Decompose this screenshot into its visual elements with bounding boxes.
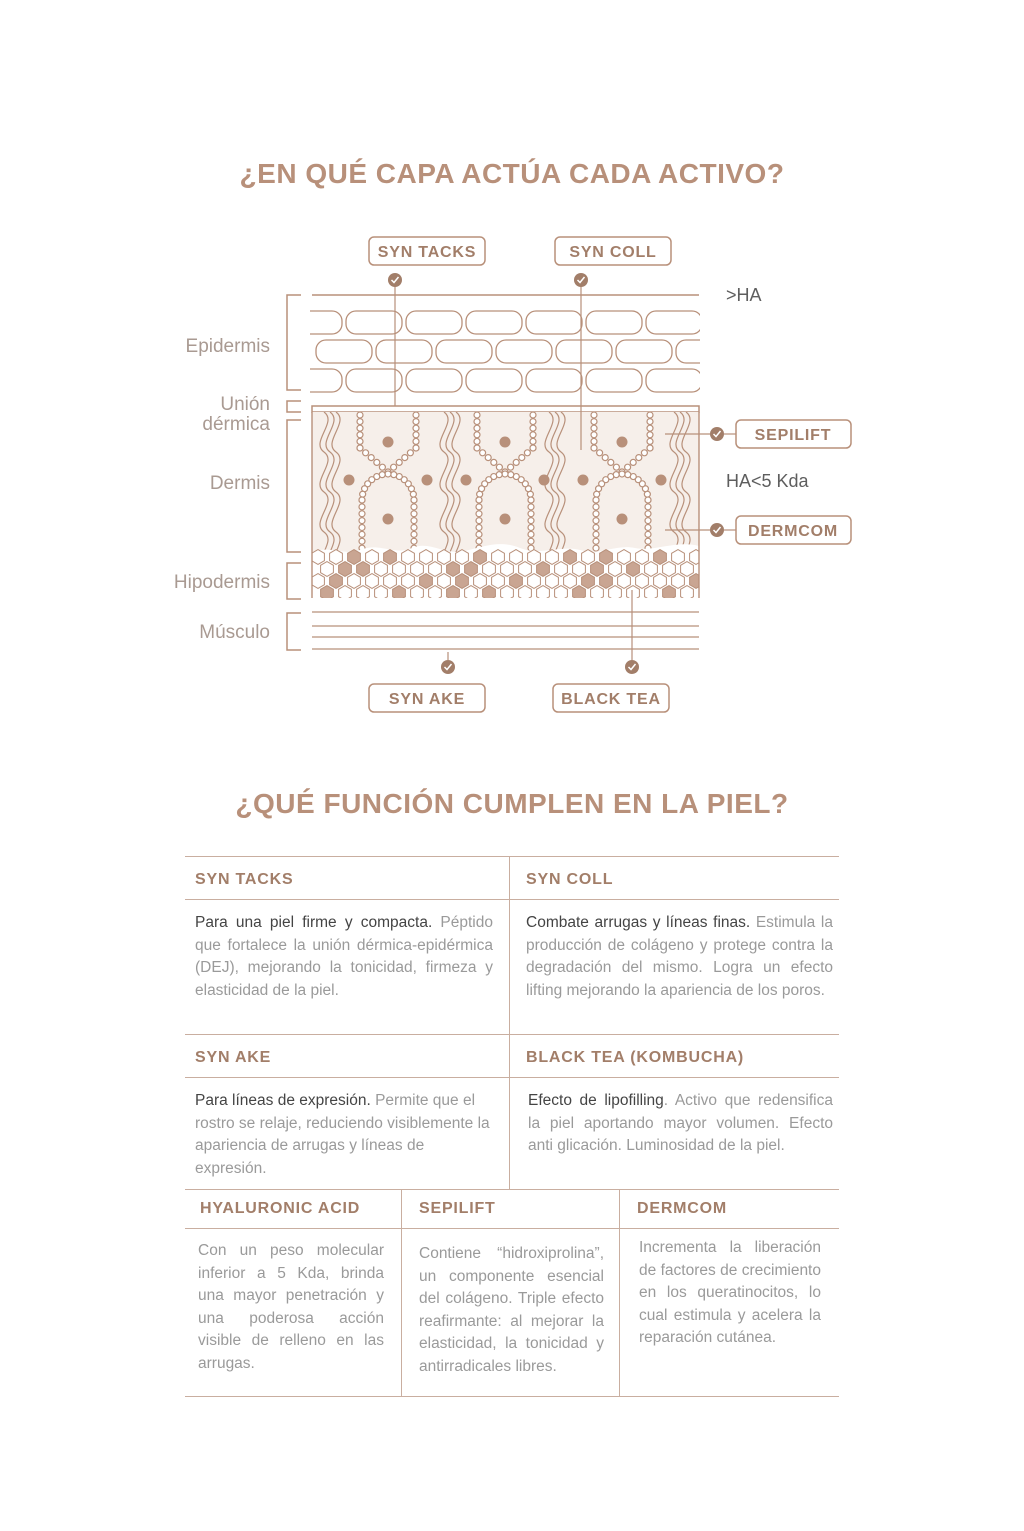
collagen-bead [402,455,408,461]
epidermis-cell [286,311,342,334]
fat-cell [393,562,406,577]
fat-cell [564,574,577,589]
collagen-bead [357,445,363,451]
collagen-bead [528,531,534,537]
cell-text: Permite que el rostro se relaje, reduciendo visiblemente la apariencia de arrugas y líneas de expresión. [195,1092,490,1177]
collagen-bead [476,511,482,517]
fat-cell [375,562,388,577]
collagen-bead [602,455,608,461]
label-musculo: Músculo [199,622,270,643]
epidermis-cell [766,311,822,334]
collagen-bead [528,518,534,524]
collagen-bead [645,538,651,544]
fat-cell [339,562,352,577]
collagen-bead [591,412,597,418]
collagen-bead [647,438,653,444]
epidermis-cell [1006,369,1024,392]
fat-cell [654,574,667,589]
fat-cell [402,550,415,565]
epidermis-cell [1006,311,1024,334]
header-sepilift: SEPILIFT [419,1200,496,1217]
cell-black-tea [528,1090,833,1158]
collagen-bead [374,459,380,465]
collagen-bead [593,518,599,524]
collagen-bead [477,491,483,497]
fat-cell [366,574,379,589]
fat-cell [447,586,460,601]
collagen-bead [360,491,366,497]
skin-layers-diagram [0,220,1024,730]
cell-text: Péptido que fortalece la unión dérmica-epidérmica (DEJ), mejorando la tonicidad, firmeza y elasticidad de la piel. [195,914,493,999]
collagen-bead [359,511,365,517]
collagen-bead [357,412,363,418]
fat-cell [357,562,370,577]
fat-cell [447,562,460,577]
fibroblast-dot [500,437,511,448]
fat-cell [348,550,361,565]
fat-cell [312,574,325,589]
fat-cell [591,586,604,601]
epidermis-cells [286,311,1024,392]
fibroblast-dot [617,437,628,448]
fat-cell [528,550,541,565]
muscle-lines [312,612,699,649]
collagen-bead [476,504,482,510]
epidermis-cell [616,340,672,363]
fat-cell [393,586,406,601]
collagen-bead [645,531,651,537]
cell-lead: Efecto de lipofilling [528,1092,664,1109]
collagen-bead [641,450,647,456]
epidermis-cell [826,369,882,392]
fat-cell [429,586,442,601]
collagen-bead [591,432,597,438]
collagen-bead [496,464,502,470]
fat-cell [618,574,631,589]
collagen-bead [508,472,514,478]
check-icon [625,660,639,674]
collagen-bead [474,438,480,444]
epidermis-cell [766,369,822,392]
collagen-bead [411,504,417,510]
collagen-bead [480,450,486,456]
fat-cell [636,550,649,565]
fat-cell [555,562,568,577]
collagen-bead [593,531,599,537]
header-dermcom: DERMCOM [637,1200,728,1217]
fat-cell [474,550,487,565]
check-icon [574,273,588,287]
collagen-bead [591,445,597,451]
fat-cell [501,586,514,601]
fat-cell [501,562,514,577]
fat-cell [519,562,532,577]
fat-cell [438,574,451,589]
collagen-bead [363,450,369,456]
cell-text: . Activo que redensifica la piel aportando mayor volumen. Efecto anti glicación. Luminosidad de la piel. [528,1092,834,1154]
collagen-bead [593,511,599,517]
collagen-bead [647,419,653,425]
pill-sepilift: SEPILIFT [754,427,832,444]
fat-cell [411,562,424,577]
pill-syn-coll: SYN COLL [569,244,657,261]
fat-cell [582,550,595,565]
fat-cell [330,574,343,589]
collagen-bead [528,538,534,544]
cell-lead: Combate arrugas y líneas finas. [526,914,751,931]
epidermis-cell [736,340,792,363]
collagen-bead [359,518,365,524]
cell-sepilift: Contiene “hidroxiprolina”, un componente esencial del colágeno. Triple efecto reafirmante: al mejorar la elasticidad, la tonicidad y antirradicales libres. [419,1245,604,1375]
epidermis-cell [466,369,522,392]
epidermis-cell [286,369,342,392]
collagen-bead [645,511,651,517]
cell-lead: Para una piel firme y compacta. [195,914,433,931]
header-syn-tacks: SYN TACKS [195,871,294,888]
epidermis-cell [946,311,1002,334]
fat-cell [663,586,676,601]
collagen-bead [411,531,417,537]
collagen-bead [357,438,363,444]
fat-cell [321,562,334,577]
fat-cell [519,586,532,601]
fat-cell [546,574,559,589]
collagen-bead [608,459,614,465]
collagen-bead [647,425,653,431]
collagen-bead [359,504,365,510]
collagen-bead [593,525,599,531]
check-icon [388,273,402,287]
collagen-bead [530,419,536,425]
fat-cell [600,550,613,565]
fat-cell [528,574,541,589]
collagen-bead [411,538,417,544]
fat-cell [564,550,577,565]
epidermis-cell [586,369,642,392]
collagen-bead [491,459,497,465]
fat-cell [375,586,388,601]
collagen-bead [645,504,651,510]
fat-cell [456,574,469,589]
collagen-bead [591,419,597,425]
fat-cell [348,574,361,589]
epidermis-cell [976,340,1024,363]
epidermis-cell [856,340,912,363]
fat-cell [510,574,523,589]
fibroblast-dot [500,514,511,525]
collagen-bead [625,464,631,470]
label-epidermis: Epidermis [185,336,270,357]
label-union-1: Unión [220,394,270,415]
collagen-bead [411,511,417,517]
fat-cell [465,586,478,601]
epidermis-cell [466,311,522,334]
fat-cell [609,562,622,577]
collagen-bead [474,419,480,425]
check-icon [710,523,724,537]
fat-cell [627,562,640,577]
fat-cell [492,550,505,565]
collagen-bead [530,438,536,444]
collagen-bead [528,525,534,531]
fat-cell [474,574,487,589]
fat-cell [492,574,505,589]
collagen-bead [411,525,417,531]
collagen-bead [528,504,534,510]
pill-syn-tacks: SYN TACKS [377,244,477,261]
collagen-bead [476,538,482,544]
collagen-bead [593,538,599,544]
fat-cell [681,562,694,577]
collagen-bead [476,497,482,503]
fat-cell [312,550,325,565]
pill-syn-ake: SYN AKE [388,691,466,708]
fibroblast-dot [617,514,628,525]
collagen-bead [359,538,365,544]
fibroblast-dot [461,475,472,486]
collagen-bead [530,445,536,451]
epidermis-cell [946,369,1002,392]
fat-cell [618,550,631,565]
collagen-bead [502,471,508,477]
collagen-bead [645,518,651,524]
collagen-bead [411,518,417,524]
check-icon [710,427,724,441]
cell-syn-coll [526,912,833,1002]
epidermis-cell [526,369,582,392]
fat-cell [510,550,523,565]
fat-cell [582,574,595,589]
fibroblast-dot [383,514,394,525]
fat-cell [483,562,496,577]
collagen-bead [591,425,597,431]
epidermis-cell [706,369,762,392]
collagen-bead [379,464,385,470]
fat-cell [591,562,604,577]
epidermis-cell [526,311,582,334]
collagen-bead [530,432,536,438]
fat-cell [465,562,478,577]
fat-cell [339,586,352,601]
collagen-bead [647,445,653,451]
collagen-bead [593,504,599,510]
collagen-bead [407,450,413,456]
fat-cell [438,550,451,565]
header-hyaluronic: HYALURONIC ACID [200,1200,361,1217]
fat-cell [627,586,640,601]
collagen-bead [591,438,597,444]
collagen-bead [508,464,514,470]
fat-cell [429,562,442,577]
collagen-bead [359,531,365,537]
collagen-bead [528,497,534,503]
epidermis-cell [886,369,942,392]
collagen-bead [636,455,642,461]
fat-cell [645,562,658,577]
epidermis-cell [706,311,762,334]
fat-cell [483,586,496,601]
epidermis-cell [676,340,732,363]
collagen-bead [645,525,651,531]
cell-lead: Para líneas de expresión. [195,1092,371,1109]
section-title-functions: ¿QUÉ FUNCIÓN CUMPLEN EN LA PIEL? [235,788,789,819]
collagen-bead [357,419,363,425]
epidermis-cell [916,340,972,363]
collagen-bead [385,471,391,477]
fibroblast-dot [656,475,667,486]
fat-cell [384,574,397,589]
fat-cell [411,586,424,601]
check-icon [441,660,455,674]
fat-cell [537,586,550,601]
collagen-bead [359,525,365,531]
collagen-bead [474,412,480,418]
epidermis-cell [376,340,432,363]
header-syn-ake: SYN AKE [195,1049,272,1066]
collagen-bead [513,459,519,465]
fat-cell [546,550,559,565]
fat-cell [681,586,694,601]
collagen-bead [593,497,599,503]
collagen-bead [474,432,480,438]
fat-cell [366,550,379,565]
collagen-bead [613,464,619,470]
collagen-bead [413,425,419,431]
cell-text: Estimula la producción de colágeno y protege contra la degradación del mismo. Logra un efecto lifting mejorando la apariencia de los poros. [526,914,833,999]
collagen-bead [625,472,631,478]
epidermis-cell [646,369,702,392]
epidermis-cell [586,311,642,334]
pill-dermcom: DERMCOM [747,523,839,540]
fat-cell [357,586,370,601]
fibroblast-dot [578,475,589,486]
collagen-bead [645,497,651,503]
section-title-layers: ¿EN QUÉ CAPA ACTÚA CADA ACTIVO? [239,158,785,189]
collagen-bead [594,491,600,497]
collagen-bead [411,497,417,503]
collagen-bead [647,432,653,438]
fat-cell [402,574,415,589]
fat-cell [420,550,433,565]
fat-cell [384,550,397,565]
cell-syn-tacks [195,912,493,1002]
collagen-bead [476,518,482,524]
collagen-bead [413,432,419,438]
collagen-bead [476,531,482,537]
fat-cell [672,550,685,565]
fat-cell [690,574,703,589]
epidermis-cell [346,311,402,334]
collagen-bead [474,425,480,431]
collagen-bead [524,450,530,456]
collagen-bead [368,455,374,461]
fibroblast-dot [383,437,394,448]
collagen-bead [396,459,402,465]
collagen-bead [593,545,599,551]
label-dermis: Dermis [209,473,270,494]
collagen-bead [413,412,419,418]
epidermis-cell [646,311,702,334]
epidermis-cell [406,369,462,392]
fibroblast-dot [539,475,550,486]
fat-cell [537,562,550,577]
collagen-bead [357,425,363,431]
fat-cell [420,574,433,589]
fat-cell [663,562,676,577]
collagen-bead [413,419,419,425]
fat-cell [645,586,658,601]
pill-black-tea: BLACK TEA [561,691,661,708]
collagen-bead [357,432,363,438]
collagen-bead [391,472,397,478]
collagen-bead [519,455,525,461]
collagen-bead [528,511,534,517]
collagen-bead [485,455,491,461]
collagen-bead [476,525,482,531]
fat-cell [609,586,622,601]
epidermis-cell [796,340,852,363]
collagen-bead [597,450,603,456]
collagen-bead [359,497,365,503]
label-ha-low: HA<5 Kda [726,471,809,491]
functions-table [185,856,839,1398]
fat-cell [330,550,343,565]
cell-hyaluronic: Con un peso molecular inferior a 5 Kda, brinda una mayor penetración y una poderosa acción visible de relleno en las arrugas. [198,1242,384,1372]
fat-cell [555,586,568,601]
label-ha-high: >HA [726,285,762,305]
collagen-bead [647,412,653,418]
fat-cell [321,586,334,601]
label-union-2: dérmica [202,414,270,435]
epidermis-cell [556,340,612,363]
fat-cell [672,574,685,589]
fat-cell [573,562,586,577]
epidermis-cell [496,340,552,363]
fat-cell [636,574,649,589]
epidermis-cell [886,311,942,334]
fat-cell [573,586,586,601]
fat-cell [690,550,703,565]
cell-dermcom: Incrementa la liberación de factores de crecimiento en los queratinocitos, lo cual estimula y acelera la reparación cutánea. [639,1239,821,1346]
epidermis-cell [316,340,372,363]
fibroblast-dot [344,475,355,486]
layer-brackets [287,295,301,650]
fat-cell [654,550,667,565]
collagen-bead [619,471,625,477]
header-syn-coll: SYN COLL [526,871,614,888]
epidermis-cell [436,340,492,363]
header-black-tea: BLACK TEA (KOMBUCHA) [526,1049,745,1066]
collagen-bead [474,445,480,451]
collagen-bead [413,445,419,451]
epidermis-cell [406,311,462,334]
label-hipodermis: Hipodermis [173,572,270,593]
epidermis-cell [346,369,402,392]
fat-cell [600,574,613,589]
fibroblast-dot [422,475,433,486]
epidermis-cell [826,311,882,334]
collagen-bead [530,412,536,418]
collagen-bead [630,459,636,465]
cell-syn-ake [195,1090,500,1180]
collagen-bead [413,438,419,444]
collagen-bead [391,464,397,470]
fat-cell [456,550,469,565]
collagen-bead [530,425,536,431]
